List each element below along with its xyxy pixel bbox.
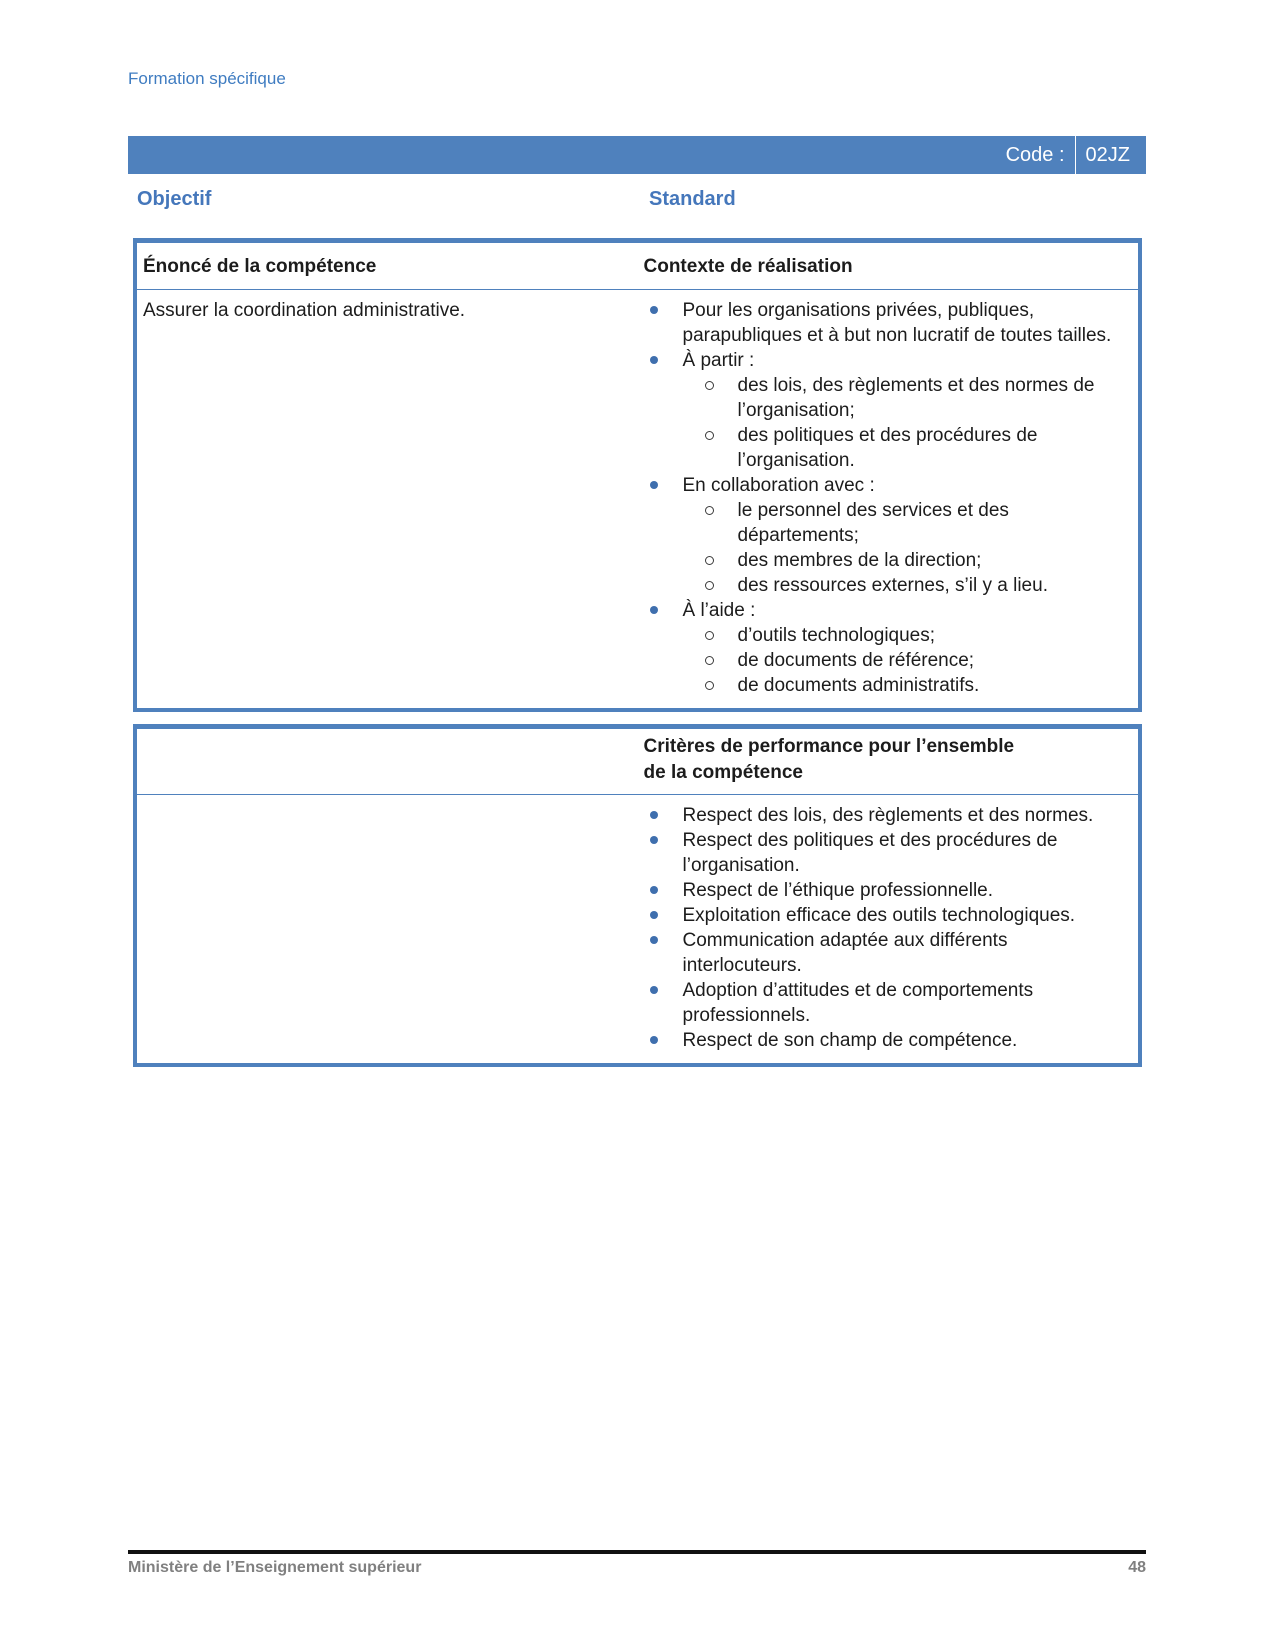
list-item-text: Respect des politiques et des procédures de l’organisation. xyxy=(682,830,1058,876)
bullet-icon xyxy=(650,481,658,489)
bullet-marker xyxy=(705,498,738,548)
bullet-marker xyxy=(705,573,738,598)
standard-heading: Standard xyxy=(649,188,736,210)
criteres-empty-cell xyxy=(137,795,638,1063)
list-item-text: Communication adaptée aux différents interlocuteurs. xyxy=(682,930,1008,976)
bullet-icon xyxy=(650,306,658,314)
list-item-text: des ressources externes, s’il y a lieu. xyxy=(737,575,1048,596)
bullet-marker xyxy=(650,803,683,828)
list-item xyxy=(644,828,1133,878)
list-item-text: d’outils technologiques; xyxy=(737,625,936,646)
list-item-text: des lois, des règlements et des normes de l’organisation; xyxy=(737,375,1095,421)
list-item xyxy=(644,928,1133,978)
code-header-bar xyxy=(128,136,1146,174)
bullet-icon xyxy=(650,356,658,364)
list-item-text: En collaboration avec : xyxy=(682,475,875,496)
bullet-marker xyxy=(650,348,683,373)
list-item-text: Respect de l’éthique professionnelle. xyxy=(682,880,994,901)
list-item xyxy=(644,978,1133,1028)
bullet-icon xyxy=(650,936,658,944)
list-item xyxy=(644,548,1133,573)
criteres-table-header xyxy=(137,729,1138,795)
list-item xyxy=(644,348,1133,373)
criteres-header-empty-cell xyxy=(137,729,638,794)
bullet-icon xyxy=(650,1036,658,1044)
code-label: Code : xyxy=(1005,143,1065,166)
contexte-cell xyxy=(638,290,1139,708)
circle-bullet-icon xyxy=(705,431,714,440)
list-item-text: de documents de référence; xyxy=(737,650,975,671)
circle-bullet-icon xyxy=(705,381,714,390)
list-item-text: Respect de son champ de compétence. xyxy=(682,1030,1018,1051)
circle-bullet-icon xyxy=(705,506,714,515)
enonce-text: Assurer la coordination administrative. xyxy=(143,300,466,321)
contexte-list xyxy=(644,298,1133,698)
criteres-list xyxy=(644,803,1133,1053)
bullet-icon xyxy=(650,606,658,614)
code-separator-line xyxy=(1075,136,1076,174)
bullet-marker xyxy=(650,878,683,903)
bullet-marker xyxy=(705,673,738,698)
list-item-text: Pour les organisations privées, publiques, parapubliques et à but non lucratif de toutes tailles. xyxy=(682,300,1112,346)
column-headings xyxy=(128,187,1146,211)
list-item xyxy=(644,623,1133,648)
list-item-text: Respect des lois, des règlements et des normes. xyxy=(682,805,1094,826)
circle-bullet-icon xyxy=(705,581,714,590)
objectif-heading: Objectif xyxy=(137,188,212,210)
criteres-header-line2: de la compétence xyxy=(643,762,803,783)
list-item-text: de documents administratifs. xyxy=(737,675,980,696)
list-item xyxy=(644,573,1133,598)
bullet-marker xyxy=(705,423,738,473)
bullet-marker xyxy=(650,598,683,623)
list-item-text: À partir : xyxy=(682,350,755,371)
circle-bullet-icon xyxy=(705,631,714,640)
page-content xyxy=(128,0,1146,1067)
competence-table-header xyxy=(137,243,1138,290)
contexte-header: Contexte de réalisation xyxy=(643,256,853,277)
list-item xyxy=(644,598,1133,623)
list-item xyxy=(644,1028,1133,1053)
bullet-marker xyxy=(650,978,683,1028)
criteres-table-body xyxy=(137,795,1138,1063)
list-item xyxy=(644,673,1133,698)
list-item xyxy=(644,878,1133,903)
bullet-marker xyxy=(650,1028,683,1053)
bullet-marker xyxy=(650,903,683,928)
list-item-text: Exploitation efficace des outils technologiques. xyxy=(682,905,1076,926)
code-value: 02JZ xyxy=(1085,143,1130,166)
bullet-marker xyxy=(650,473,683,498)
circle-bullet-icon xyxy=(705,556,714,565)
list-item-text: À l’aide : xyxy=(682,600,756,621)
criteres-table xyxy=(133,724,1142,1067)
list-item-text: le personnel des services et des départements; xyxy=(737,500,1009,546)
competence-table xyxy=(133,238,1142,712)
circle-bullet-icon xyxy=(705,681,714,690)
enonce-cell xyxy=(137,290,638,708)
criteres-header-line1: Critères de performance pour l’ensemble xyxy=(643,736,1015,757)
list-item xyxy=(644,648,1133,673)
list-item xyxy=(644,423,1133,473)
bullet-icon xyxy=(650,886,658,894)
bullet-marker xyxy=(705,623,738,648)
criteres-cell xyxy=(638,795,1139,1063)
section-label: Formation spécifique xyxy=(128,69,286,88)
page-number: 48 xyxy=(1128,1559,1146,1576)
bullet-marker xyxy=(650,298,683,348)
circle-bullet-icon xyxy=(705,656,714,665)
list-item xyxy=(644,903,1133,928)
competence-table-body xyxy=(137,290,1138,708)
list-item xyxy=(644,803,1133,828)
bullet-marker xyxy=(705,548,738,573)
list-item-text: des politiques et des procédures de l’organisation. xyxy=(737,425,1038,471)
bullet-marker xyxy=(650,828,683,878)
footer-ministry-text: Ministère de l’Enseignement supérieur xyxy=(128,1559,422,1576)
list-item-text: Adoption d’attitudes et de comportements professionnels. xyxy=(682,980,1034,1026)
page-footer xyxy=(128,1550,1146,1578)
list-item-text: des membres de la direction; xyxy=(737,550,982,571)
list-item xyxy=(644,473,1133,498)
list-item xyxy=(644,498,1133,548)
bullet-marker xyxy=(705,648,738,673)
bullet-icon xyxy=(650,836,658,844)
bullet-icon xyxy=(650,911,658,919)
bullet-icon xyxy=(650,986,658,994)
list-item xyxy=(644,298,1133,348)
criteres-header xyxy=(638,729,1139,794)
bullet-marker xyxy=(650,928,683,978)
bullet-icon xyxy=(650,811,658,819)
list-item xyxy=(644,373,1133,423)
bullet-marker xyxy=(705,373,738,423)
enonce-header: Énoncé de la compétence xyxy=(143,256,377,277)
